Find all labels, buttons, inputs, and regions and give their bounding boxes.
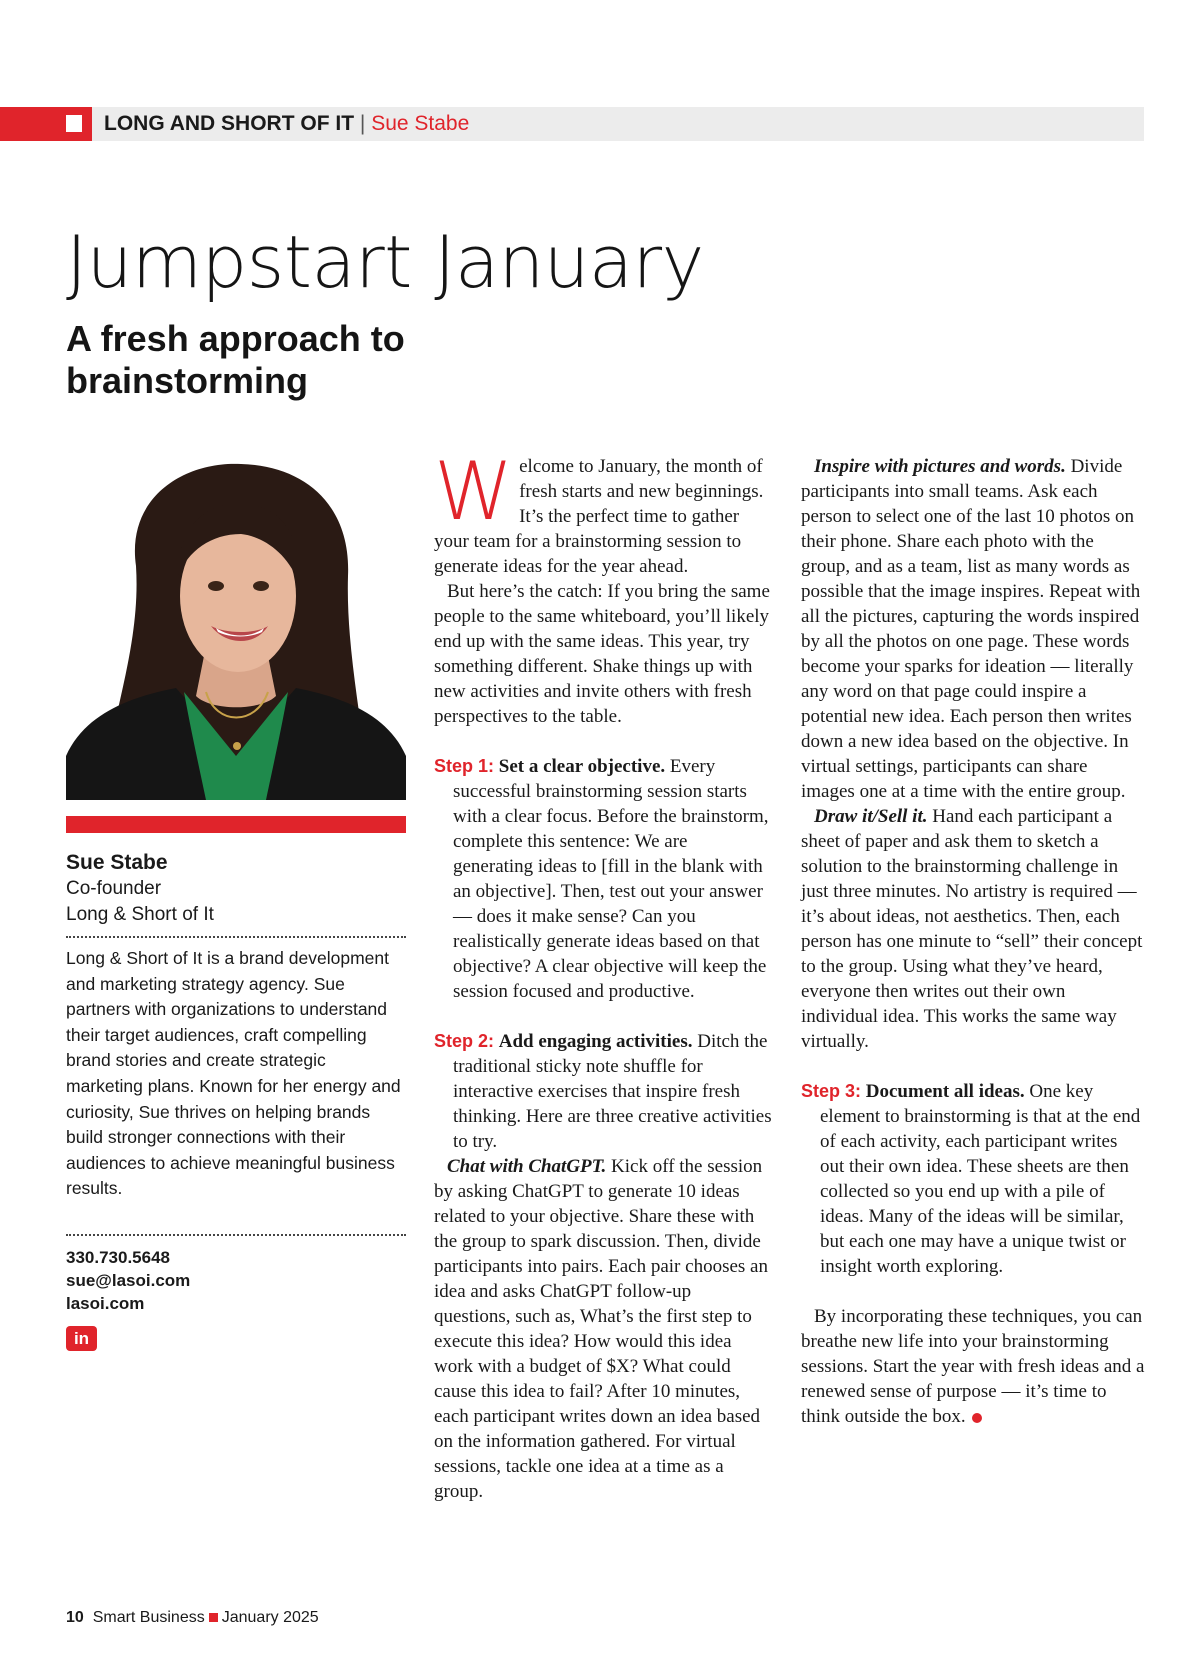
- step-2-text: Ditch the traditional sticky note shuffle for interactive exercises that inspire fresh thinking. Here are three creative activities to try.: [453, 1031, 772, 1152]
- activity-inspire-text: Divide participants into small teams. Ask each person to select one of the last 10 photos on their phone. Share each photo with the group, and as a team, list as many words as possible that the image inspires. Repeat with all the pictures, capturing the words inspired by all the photos on one page. These words become your sparks for ideation — literally any word on that page could inspire a potential new idea. Each person then writes down a new idea based on the objective. In virtual settings, participants can share images one at a time with the entire group.: [801, 456, 1141, 802]
- end-mark-icon: [972, 1413, 982, 1423]
- drop-cap: W: [434, 445, 514, 538]
- header-author: Sue Stabe: [371, 112, 470, 135]
- step-3-label: Step 3:: [801, 1081, 862, 1101]
- paragraph: But here’s the catch: If you bring the same people to the same whiteboard, you’ll likely end up with the same ideas. This year, try something different. Shake things up with new activities and invite others with fresh perspectives to the table.: [434, 581, 770, 727]
- header-separator: |: [359, 112, 366, 135]
- issue-date: January 2025: [221, 1609, 319, 1626]
- linkedin-icon[interactable]: in: [66, 1326, 97, 1351]
- header-text: [104, 112, 469, 136]
- closing-paragraph: [801, 1304, 1146, 1429]
- activity-draw: [801, 804, 1146, 1054]
- step-1-text: Every successful brainstorming session starts with a clear focus. Before the brainstorm, complete this sentence: We are generating ideas to [fill in the blank with an objective]. Then, test out your answer — does it make sense? Can you realistically generate ideas based on that objective? A clear objective will keep the session focused and productive.: [453, 756, 769, 1002]
- step-3: [801, 1079, 1146, 1279]
- step-1: [434, 754, 772, 1004]
- author-company: Long & Short of It: [66, 904, 214, 925]
- activity-inspire: [801, 454, 1146, 804]
- sidebar-divider: [66, 936, 406, 938]
- author-bio: Long & Short of It is a brand development and marketing strategy agency. Sue partners with organizations to understand their target audiences, craft compelling brand stories and create strategic marketing plans. Known for her energy and curiosity, Sue thrives on helping brands build stronger connections with their audiences to achieve meaningful business results.: [66, 948, 401, 1199]
- section-name: LONG AND SHORT OF IT: [104, 112, 355, 135]
- intro-paragraph: [434, 445, 772, 579]
- intro-text: elcome to January, the month of fresh starts and new beginnings. It’s the perfect time to gather your team for a brainstorming session to generate ideas for the year ahead.: [434, 456, 764, 577]
- step-2-label: Step 2:: [434, 1031, 495, 1051]
- author-phone: 330.730.5648: [66, 1248, 170, 1267]
- activity-chatgpt: [434, 1154, 772, 1504]
- page-number: 10: [66, 1609, 84, 1626]
- author-name: Sue Stabe: [66, 851, 168, 874]
- step-3-text: One key element to brainstorming is that at the end of each activity, each participant writes out their own idea. These sheets are then collected so you end up with a pile of ideas. Many of the ideas will be similar, but each one may have a unique twist or insight worth exploring.: [820, 1081, 1141, 1277]
- step-1-label: Step 1:: [434, 756, 495, 776]
- author-email[interactable]: sue@lasoi.com: [66, 1271, 191, 1290]
- header-square-icon: [66, 115, 82, 132]
- activity-chatgpt-heading: Chat with ChatGPT.: [447, 1156, 607, 1177]
- article-column-2: [801, 454, 1146, 1429]
- author-photo: [66, 456, 406, 800]
- article-column-1: [434, 445, 772, 1504]
- step-2-heading: Add engaging activities.: [498, 1031, 693, 1052]
- publication-name: Smart Business: [92, 1609, 205, 1626]
- page-footer: [66, 1608, 319, 1628]
- step-1-heading: Set a clear objective.: [498, 756, 666, 777]
- activity-inspire-heading: Inspire with pictures and words.: [814, 456, 1066, 477]
- step-2: [434, 1029, 772, 1154]
- author-website[interactable]: lasoi.com: [66, 1294, 145, 1313]
- activity-chatgpt-text: Kick off the session by asking ChatGPT to generate 10 ideas related to your objective. Share these with the group to spark discussion. Then, divide participants into pairs. Each pair chooses an idea and asks ChatGPT follow-up questions, such as, What’s the first step to execute this idea? How would this idea work with a budget of $X? What could cause this idea to fail? After 10 minutes, each participant writes down an idea based on the information gathered. For virtual sessions, tackle one idea at a time as a group.: [434, 1156, 768, 1502]
- page-subtitle: A fresh approach to brainstorming: [66, 318, 405, 401]
- page-title: Jumpstart January: [66, 220, 704, 304]
- author-role: Co-founder: [66, 878, 162, 899]
- step-3-heading: Document all ideas.: [865, 1081, 1025, 1102]
- sidebar-divider: [66, 1234, 406, 1236]
- sidebar-red-bar: [66, 816, 406, 833]
- footer-square-icon: [209, 1613, 218, 1622]
- closing-text: By incorporating these techniques, you can breathe new life into your brainstorming sessions. Start the year with fresh ideas and a renewed sense of purpose — it’s time to think outside the box.: [801, 1306, 1145, 1427]
- activity-draw-heading: Draw it/Sell it.: [814, 806, 928, 827]
- activity-draw-text: Hand each participant a sheet of paper and ask them to sketch a solution to the brainstorming challenge in just three minutes. No artistry is required — it’s about ideas, not aesthetics. Then, each person has one minute to “sell” their concept to the group. Using what they’ve heard, everyone then writes out their own individual idea. This works the same way virtually.: [801, 806, 1143, 1052]
